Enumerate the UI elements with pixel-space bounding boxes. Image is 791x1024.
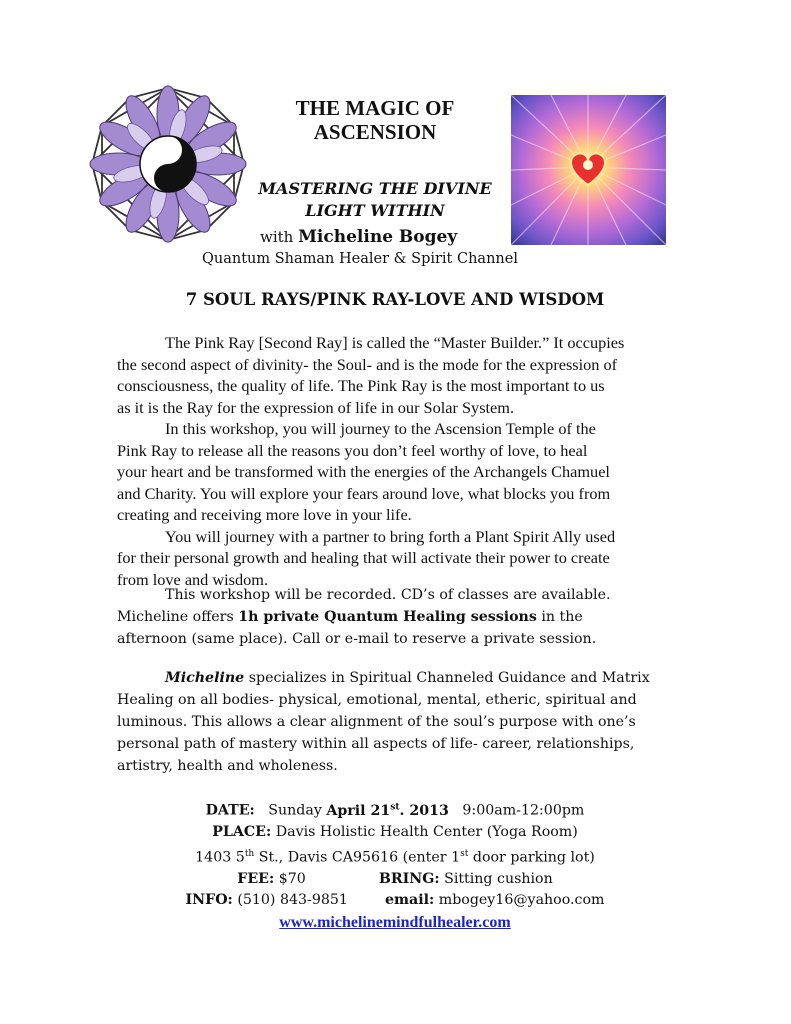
private-sessions-highlight: 1h private Quantum Healing sessions <box>238 609 537 625</box>
recording-paragraph <box>117 584 717 650</box>
para4-text: in the <box>536 609 583 625</box>
para4-text: Micheline offers <box>117 609 239 625</box>
radiant-heart-image <box>511 95 666 245</box>
info-line <box>90 890 700 912</box>
address-text: door parking lot) <box>468 849 595 866</box>
address-sup: th <box>244 848 255 859</box>
para5-line: Healing on all bodies- physical, emotional, mental, etheric, spiritual and <box>117 692 637 708</box>
para1-line: consciousness, the quality of life. The Pink Ray is the most important to us <box>117 376 605 395</box>
title-line-1: THE MAGIC OF <box>295 96 455 120</box>
title-line-2: ASCENSION <box>313 120 437 144</box>
email-value[interactable]: mbogey16@yahoo.com <box>438 892 605 909</box>
fee-label: FEE: <box>237 870 275 887</box>
para2-line: and Charity. You will explore your fears around love, what blocks you from <box>117 483 611 503</box>
para2-line: your heart and be transformed with the energies of the Archangels Chamuel <box>117 462 610 481</box>
para5-line: luminous. This allows a clear alignment of the soul’s purpose with one’s <box>117 714 636 730</box>
para3-line: for their personal growth and healing that will activate their power to create <box>117 548 610 567</box>
lotus-yin-yang-logo <box>88 84 248 244</box>
email-label: email: <box>384 892 435 909</box>
presenter-name: Micheline Bogey <box>298 227 458 247</box>
para5-text: specializes in Spiritual Channeled Guidance and Matrix <box>244 670 650 686</box>
info-phone: (510) 843-9851 <box>237 892 348 909</box>
para1-line: as it is the Ray for the expression of life in our Solar System. <box>117 397 515 417</box>
website-link[interactable]: www.michelinemindfulhealer.com <box>279 913 511 931</box>
event-subtitle <box>250 178 500 222</box>
bio-paragraph <box>117 667 717 777</box>
body-text <box>117 332 717 590</box>
para2-line: Pink Ray to release all the reasons you don’t feel worthy of love, to heal <box>117 440 588 460</box>
para5-line: artistry, health and wholeness. <box>117 758 338 774</box>
para1-line: the second aspect of divinity- the Soul- and is the mode for the expression of <box>117 354 618 374</box>
with-prefix: with <box>260 228 294 246</box>
para2-line: In this workshop, you will journey to the Ascension Temple of the <box>165 419 596 438</box>
para3-line: from love and wisdom. <box>117 569 269 589</box>
address-line <box>90 844 700 869</box>
bio-name: Micheline <box>165 670 245 686</box>
date-label: DATE: <box>205 802 255 819</box>
fee-line <box>90 869 700 891</box>
para1-line: The Pink Ray [Second Ray] is called the “Master Builder.” It occupies <box>165 333 625 352</box>
presenter-role: Quantum Shaman Healer & Spirit Channel <box>202 251 518 267</box>
date-sup: st <box>390 802 400 812</box>
event-details <box>90 797 700 934</box>
date-day: Sunday <box>268 802 322 819</box>
address-sup: st <box>460 848 469 859</box>
presenter-line <box>260 227 457 247</box>
para4-line: This workshop will be recorded. CD’s of classes are available. <box>165 587 611 603</box>
date-year: . 2013 <box>399 802 449 819</box>
date-main: April 21 <box>326 802 391 819</box>
para4-line <box>117 606 717 628</box>
fee-value: $70 <box>278 870 306 887</box>
event-title <box>260 96 490 144</box>
bring-label: BRING: <box>378 870 440 887</box>
subtitle-line-1: MASTERING THE DIVINE <box>258 179 492 198</box>
address-text: St., Davis CA95616 (enter 1 <box>254 849 461 866</box>
para2-line: creating and receiving more love in your life. <box>117 505 412 524</box>
para3-line: You will journey with a partner to bring forth a Plant Spirit Ally used <box>165 526 616 546</box>
date-time: 9:00am-12:00pm <box>462 802 585 819</box>
subtitle-line-2: LIGHT WITHIN <box>305 201 445 220</box>
info-label: INFO: <box>185 892 233 909</box>
address-text: 1403 5 <box>195 849 245 866</box>
para5-line: personal path of mastery within all aspects of life- career, relationships, <box>117 736 635 752</box>
place-line <box>90 822 700 844</box>
para5-line <box>117 667 717 689</box>
section-heading: 7 SOUL RAYS/PINK RAY-LOVE AND WISDOM <box>185 290 605 309</box>
bring-value: Sitting cushion <box>444 870 553 887</box>
place-label: PLACE: <box>212 824 272 841</box>
place-value: Davis Holistic Health Center (Yoga Room) <box>275 824 578 841</box>
date-line <box>90 797 700 822</box>
para4-line: afternoon (same place). Call or e-mail to reserve a private session. <box>117 631 597 647</box>
